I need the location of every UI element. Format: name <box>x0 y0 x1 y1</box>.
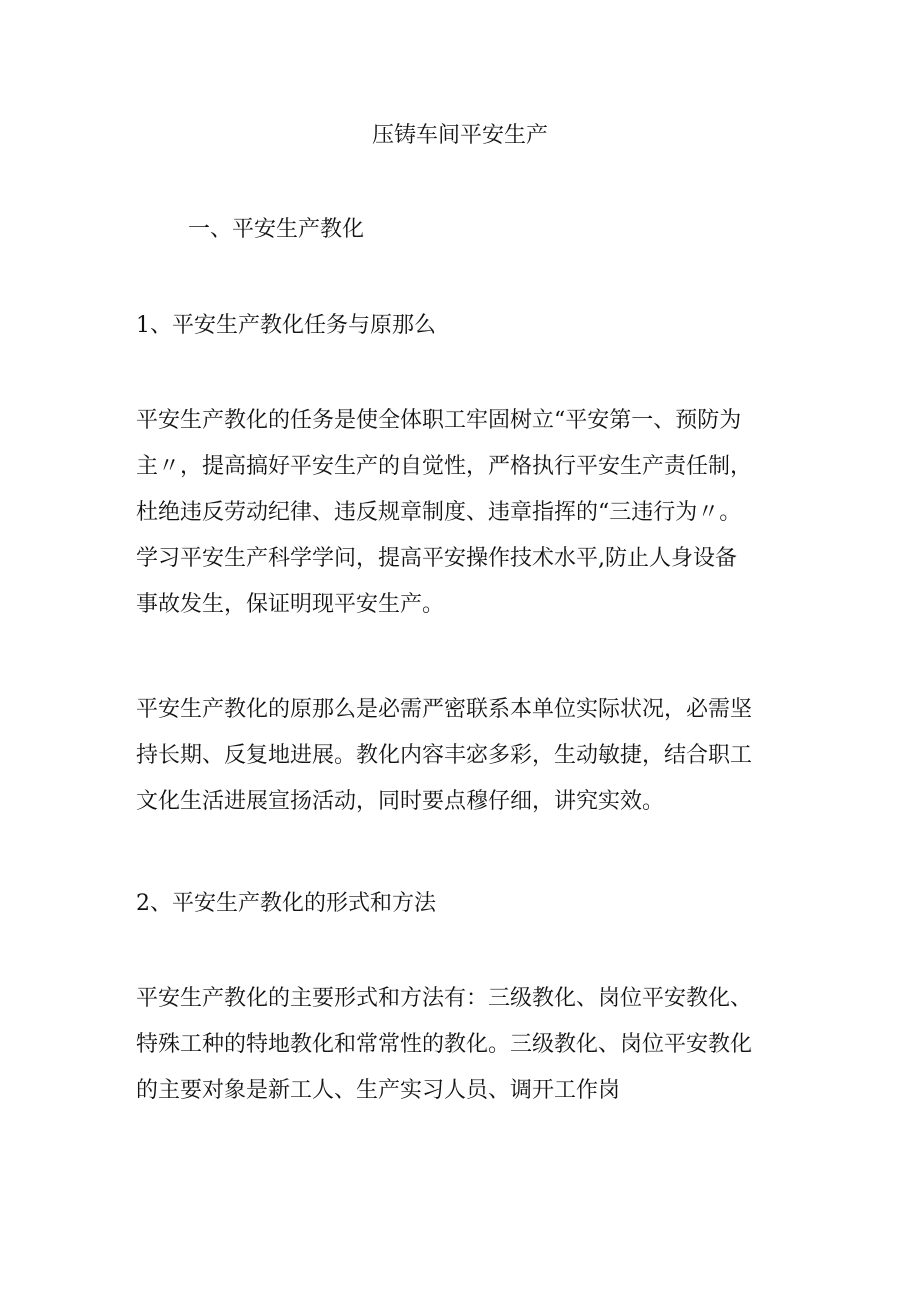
paragraph-line: 文化生活进展宣扬活动，同时要点穆仔细，讲究实效。 <box>136 789 665 814</box>
paragraph-line: 平安生产教化的主要形式和方法有：三级教化、岗位平安教化、 <box>136 986 753 1011</box>
main-heading: 一、平安生产教化 <box>188 217 365 242</box>
paragraph-line: 主〃，提高搞好平安生产的自觉性，严格执行平安生产责任制， <box>136 454 753 479</box>
section-2-heading: 2、平安生产教化的形式和方法 <box>136 891 436 916</box>
paragraph-line: 持长期、反复地进展。教化内容丰宓多彩，生动敏捷，结合职工 <box>136 743 753 768</box>
paragraph-line: 杜绝违反劳动纪律、违反规章制度、违章指挥的“三违行为〃。 <box>136 500 742 525</box>
document-title: 压铸车间平安生产 <box>371 123 548 148</box>
paragraph-methods <box>136 983 796 1121</box>
paragraph-line: 特殊工种的特地教化和常常性的教化。三级教化、岗位平安教化 <box>136 1032 753 1057</box>
paragraph-line: 平安生产教化的任务是使全体职工牢固树立“平安第一、预防为 <box>136 408 742 433</box>
paragraph-line: 学习平安生产科学学问，提高平安操作技术水平,防止人身设备 <box>136 546 737 571</box>
paragraph-line: 平安生产教化的原那么是必需严密联系本单位实际状况，必需坚 <box>136 697 753 722</box>
section-1-heading: 1、平安生产教化任务与原那么 <box>136 313 436 338</box>
paragraph-task <box>136 405 796 635</box>
paragraph-principle <box>136 694 796 832</box>
paragraph-line: 事故发生，保证明现平安生产。 <box>136 592 445 617</box>
paragraph-line: 的主要对象是新工人、生产实习人员、调开工作岗 <box>136 1078 621 1103</box>
